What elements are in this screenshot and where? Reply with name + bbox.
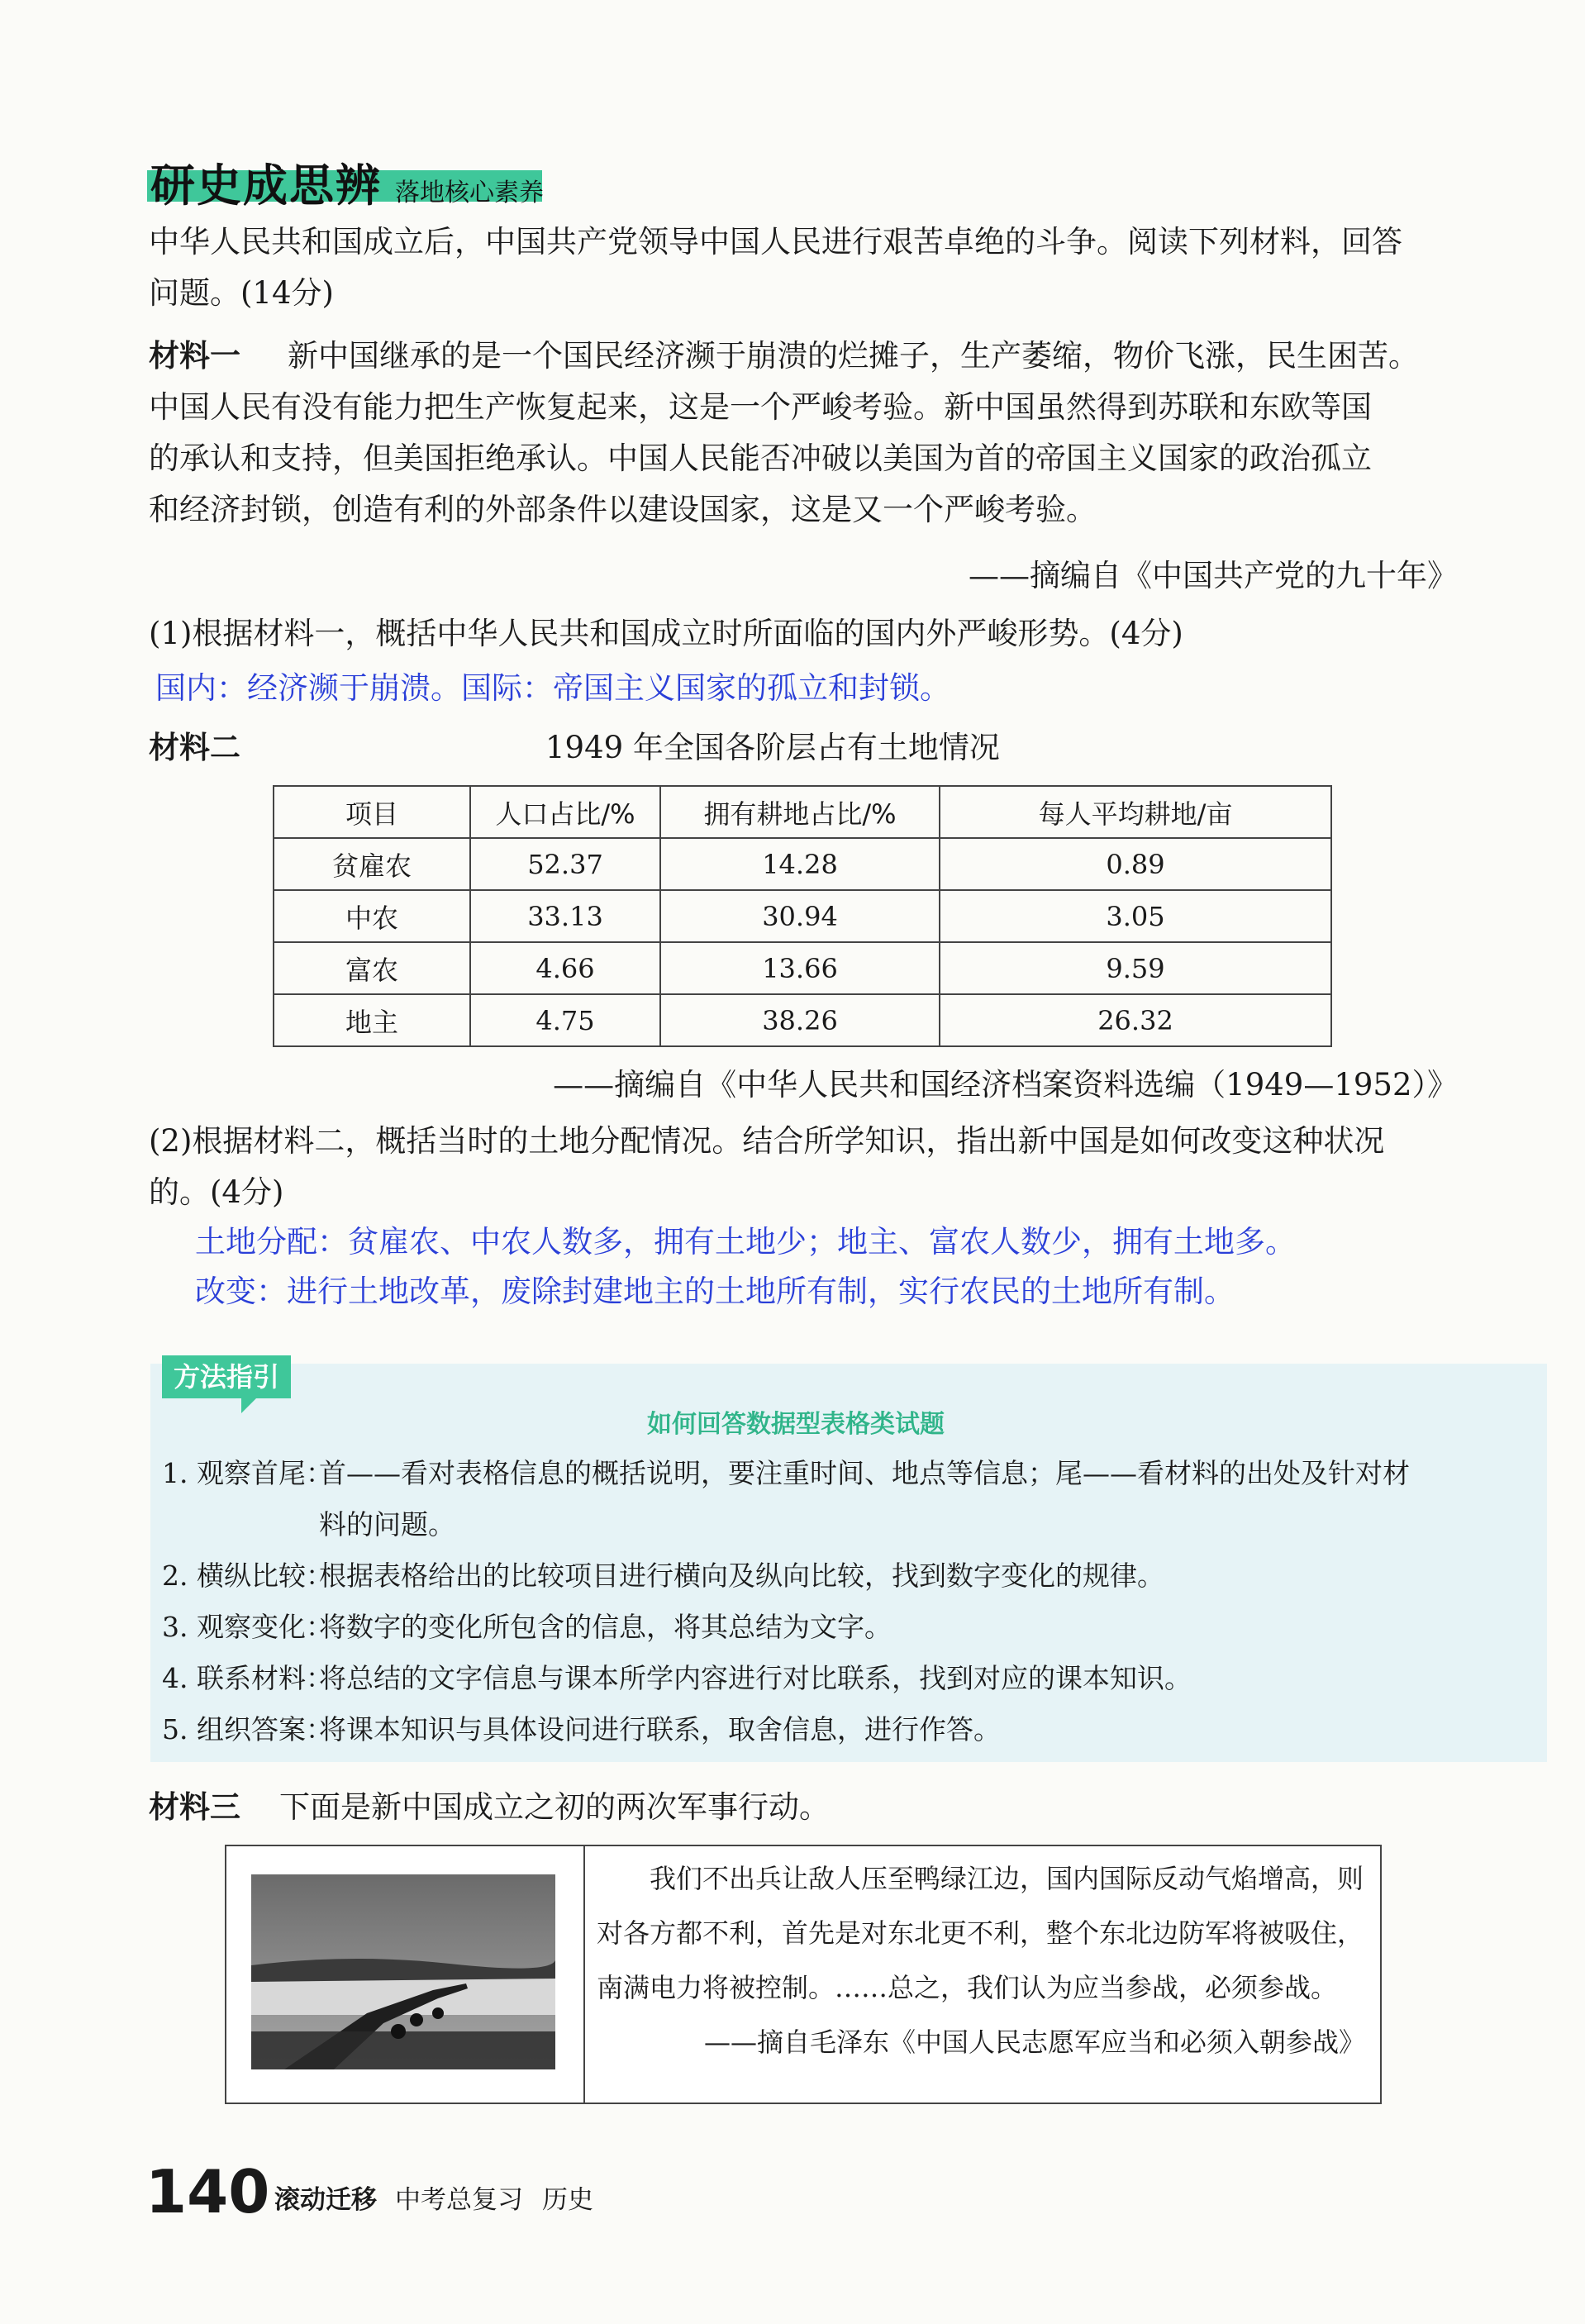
table-row — [274, 942, 1331, 994]
table-row — [274, 994, 1331, 1046]
table-cell: 13.66 — [660, 942, 940, 994]
material1-label: 材料一 — [149, 338, 240, 374]
method-item — [162, 1448, 1410, 1499]
method-item-text: 将总结的文字信息与课本所学内容进行对比联系，找到对应的课本知识。 — [319, 1662, 1192, 1694]
method-item-label: 2. 横纵比较： — [162, 1560, 333, 1592]
method-item — [162, 1704, 1001, 1755]
method-item-text: 将课本知识与具体设问进行联系，取舍信息，进行作答。 — [319, 1713, 1001, 1745]
material1-line: 中国人民有没有能力把生产恢复起来，这是一个严峻考验。新中国虽然得到苏联和东欧等国 — [149, 389, 1372, 425]
table-cell: 33.13 — [470, 890, 660, 942]
material1-line: 的承认和支持，但美国拒绝承认。中国人民能否冲破以美国为首的帝国主义国家的政治孤立 — [149, 441, 1372, 476]
method-item-cont: 料的问题。 — [319, 1508, 455, 1541]
table-cell: 3.05 — [940, 890, 1331, 942]
material2-label: 材料二 — [149, 730, 240, 765]
method-item-label: 4. 联系材料： — [162, 1662, 333, 1694]
method-item — [162, 1550, 1164, 1602]
table-cell: 30.94 — [660, 890, 940, 942]
method-title: 如何回答数据型表格类试题 — [647, 1410, 945, 1439]
table-cell: 9.59 — [940, 942, 1331, 994]
answer-2-line-2: 改变：进行土地改革，废除封建地主的土地所有制，实行农民的土地所有制。 — [195, 1274, 1235, 1309]
historical-photo — [251, 1874, 555, 2069]
question-1: (1)根据材料一，概括中华人民共和国成立时所面临的国内外严峻形势。(4分) — [149, 616, 1183, 651]
method-item-text: 根据表格给出的比较项目进行横向及纵向比较，找到数字变化的规律。 — [319, 1560, 1164, 1592]
land-table — [273, 785, 1332, 1047]
table-cell: 中农 — [274, 890, 470, 942]
section-subtitle: 落地核心素养 — [395, 179, 544, 207]
material1-source: ——摘编自《中国共产党的九十年》 — [969, 558, 1458, 593]
table-title: 1949 年全国各阶层占有土地情况 — [545, 730, 1000, 765]
footer-book: 中考总复习 — [395, 2185, 523, 2215]
table-header-cell: 人口占比/% — [470, 786, 660, 838]
material3-quote — [597, 1851, 1370, 2069]
material1-line: 新中国继承的是一个国民经济濒于崩溃的烂摊子，生产萎缩，物价飞涨，民生困苦。 — [288, 338, 1419, 374]
material3-divider — [583, 1845, 585, 2103]
table-cell: 4.66 — [470, 942, 660, 994]
table-header-row — [274, 786, 1331, 838]
answer-1: 国内：经济濒于崩溃。国际：帝国主义国家的孤立和封锁。 — [155, 670, 950, 706]
material1-line: 和经济封锁，创造有利的外部条件以建设国家，这是又一个严峻考验。 — [149, 492, 1097, 527]
table-header-cell: 拥有耕地占比/% — [660, 786, 940, 838]
intro-line-2: 问题。(14分) — [149, 275, 334, 311]
table-cell: 0.89 — [940, 838, 1331, 890]
table-row — [274, 838, 1331, 890]
table-cell: 52.37 — [470, 838, 660, 890]
method-item-label: 3. 观察变化： — [162, 1611, 333, 1643]
intro-line-1: 中华人民共和国成立后，中国共产党领导中国人民进行艰苦卓绝的斗争。阅读下列材料，回答 — [149, 224, 1402, 260]
table-cell: 14.28 — [660, 838, 940, 890]
table-header-cell: 项目 — [274, 786, 470, 838]
table-cell: 地主 — [274, 994, 470, 1046]
section-title: 研史成思辨 — [150, 160, 382, 212]
footer-brand: 滚动迁移 — [274, 2185, 377, 2215]
table-cell: 贫雇农 — [274, 838, 470, 890]
method-item-label: 5. 组织答案： — [162, 1713, 333, 1745]
footer-subject: 历史 — [542, 2185, 593, 2215]
method-item-text: 将数字的变化所包含的信息，将其总结为文字。 — [319, 1611, 892, 1643]
question-2-line-2: 的。(4分) — [149, 1174, 284, 1210]
table-cell: 26.32 — [940, 994, 1331, 1046]
material2-source: ——摘编自《中华人民共和国经济档案资料选编（1949—1952）》 — [553, 1067, 1458, 1102]
table-header-cell: 每人平均耕地/亩 — [940, 786, 1331, 838]
method-item-text: 首——看对表格信息的概括说明，要注重时间、地点等信息；尾——看材料的出处及针对材 — [319, 1457, 1410, 1489]
answer-2-line-1: 土地分配：贫雇农、中农人数多，拥有土地少；地主、富农人数少，拥有土地多。 — [195, 1224, 1296, 1260]
question-2-line-1: (2)根据材料二，概括当时的土地分配情况。结合所学知识，指出新中国是如何改变这种状况 — [149, 1123, 1385, 1159]
material3-intro: 下面是新中国成立之初的两次军事行动。 — [279, 1789, 830, 1825]
table-row — [274, 890, 1331, 942]
material3-quote-text: 我们不出兵让敌人压至鸭绿江边，国内国际反动气焰增高，则对各方都不利，首先是对东北更不利，整个东北边防军将被吸住，南满电力将被控制。……总之，我们认为应当参战，必须参战。 — [597, 1863, 1364, 2003]
material3-source: ——摘自毛泽东《中国人民志愿军应当和必须入朝参战》 — [703, 2026, 1365, 2058]
table-cell: 富农 — [274, 942, 470, 994]
page-number: 140 — [145, 2157, 270, 2226]
method-item — [162, 1653, 1192, 1704]
table-cell: 4.75 — [470, 994, 660, 1046]
material3-label: 材料三 — [149, 1789, 240, 1825]
method-tag: 方法指引 — [162, 1355, 291, 1398]
table-cell: 38.26 — [660, 994, 940, 1046]
method-item-label: 1. 观察首尾： — [162, 1457, 333, 1489]
method-item — [162, 1602, 892, 1653]
